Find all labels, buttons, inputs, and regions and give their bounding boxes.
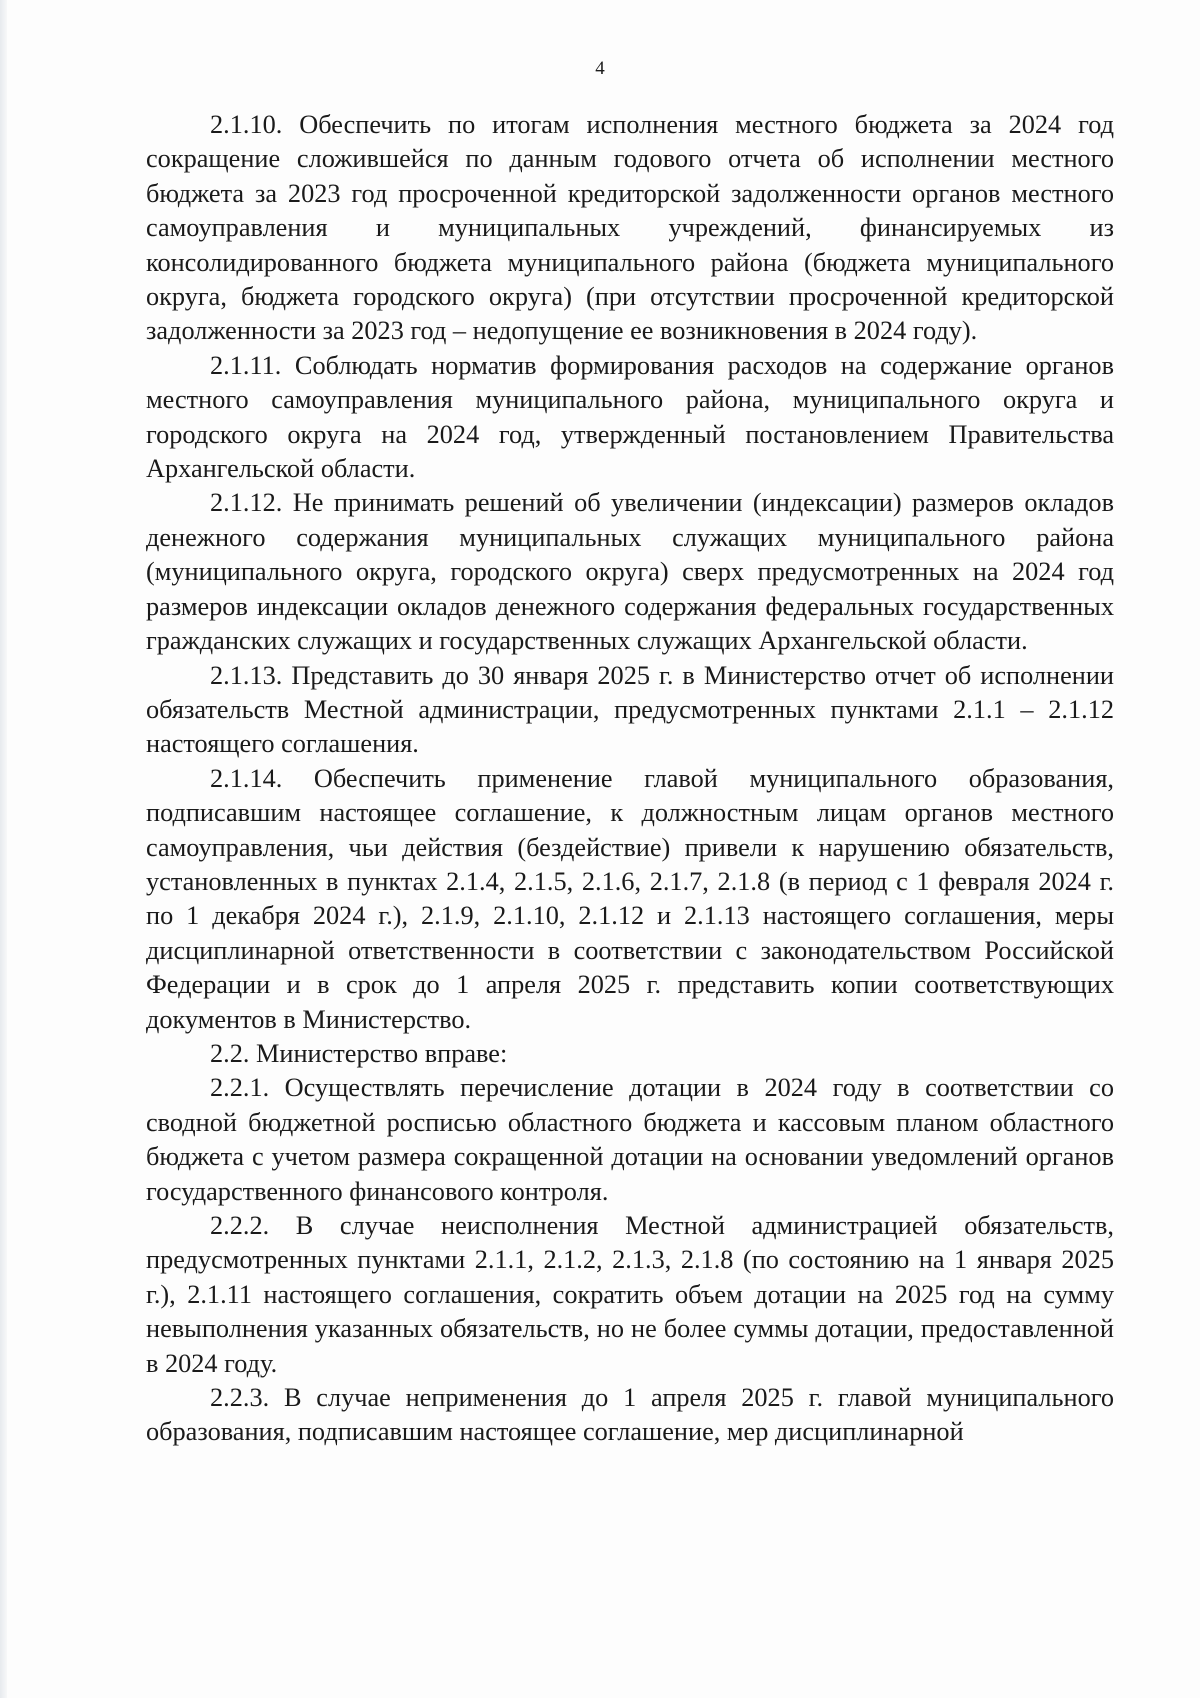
paragraph-2-1-11: 2.1.11. Соблюдать норматив формирования расходов на содержание органов местного самоуправления муниципального района, муниципального округа и городского округа на 2024 год, утвержденный постановлением Правительства Архангельской области. <box>146 350 1114 484</box>
scan-edge <box>0 0 7 1698</box>
paragraph-2-1-14: 2.1.14. Обеспечить применение главой муниципального образования, подписавшим настоящее соглашение, к должностным лицам органов местного самоуправления, чьи действия (бездействие) привели к нарушению обязательств, установленных в пунктах 2.1.4, 2.1.5, 2.1.6, 2.1.7, 2.1.8 (в период с 1 февраля 2024 г. по 1 декабря 2024 г.), 2.1.9, 2.1.10, 2.1.12 и 2.1.13 настоящего соглашения, меры дисциплинарной ответственности в соответствии с законодательством Российской Федерации и в срок до 1 апреля 2025 г. представить копии соответствующих документов в Министерство. <box>146 763 1114 1034</box>
page-number: 4 <box>595 58 605 79</box>
paragraph-2-1-13: 2.1.13. Представить до 30 января 2025 г. в Министерство отчет об исполнении обязательств Местной администрации, предусмотренных пунктами 2.1.1 – 2.1.12 настоящего соглашения. <box>146 660 1114 759</box>
paragraph-2-1-10: 2.1.10. Обеспечить по итогам исполнения местного бюджета за 2024 год сокращение сложившейся по данным годового отчета об исполнении местного бюджета за 2023 год просроченной кредиторской задолженности органов местного самоуправления и муниципальных учреждений, финансируемых из консолидированного бюджета муниципального района (бюджета муниципального округа, бюджета городского округа) (при отсутствии просроченной кредиторской задолженности за 2023 год – недопущение ее возникновения в 2024 году). <box>146 110 1114 346</box>
paragraph-2-2: 2.2. Министерство вправе: <box>210 1038 508 1068</box>
paragraph-2-2-3: 2.2.3. В случае неприменения до 1 апреля 2025 г. главой муниципального образования, подписавшим настоящее соглашение, мер дисциплинарной <box>146 1383 1114 1447</box>
document-body <box>146 108 1114 1450</box>
paragraph-2-1-12: 2.1.12. Не принимать решений об увеличении (индексации) размеров окладов денежного содержания муниципальных служащих муниципального района (муниципального округа, городского округа) сверх предусмотренных на 2024 год размеров индексации окладов денежного содержания федеральных государственных гражданских служащих и государственных служащих Архангельской области. <box>146 488 1114 656</box>
paragraph-2-2-1: 2.2.1. Осуществлять перечисление дотации в 2024 году в соответствии со сводной бюджетной росписью областного бюджета и кассовым планом областного бюджета с учетом размера сокращенной дотации на основании уведомлений органов государственного финансового контроля. <box>146 1073 1114 1206</box>
paragraph-2-2-2: 2.2.2. В случае неисполнения Местной администрацией обязательств, предусмотренных пунктами 2.1.1, 2.1.2, 2.1.3, 2.1.8 (по состоянию на 1 января 2025 г.), 2.1.11 настоящего соглашения, сократить объем дотации на 2025 год на сумму невыполнения указанных обязательств, но не более суммы дотации, предоставленной в 2024 году. <box>146 1211 1114 1378</box>
